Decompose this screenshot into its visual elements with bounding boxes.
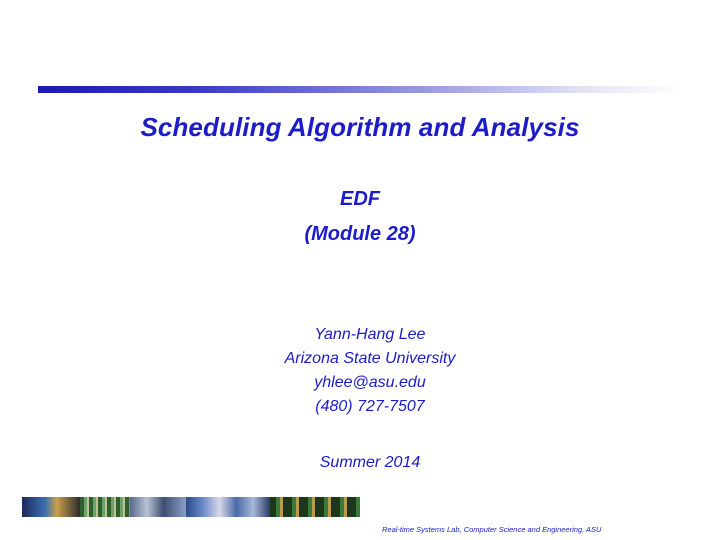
author-affiliation: Arizona State University [284,350,456,367]
footer-image-tile [186,497,270,517]
author-phone: (480) 727-7507 [315,398,425,415]
footer-image-tile [130,497,186,517]
slide-subtitle-topic: EDF [340,188,380,210]
footer-image-tile [270,497,360,517]
footer-image-tile [80,497,130,517]
footer-text: Real-time Systems Lab, Computer Science and Engineering, ASU [382,525,602,534]
footer-image-tile [22,497,80,517]
footer-image-strip [22,497,360,517]
author-email: yhlee@asu.edu [314,374,426,391]
presentation-date: Summer 2014 [319,454,421,471]
slide-subtitle-module: (Module 28) [304,223,416,245]
slide-title: Scheduling Algorithm and Analysis [140,112,580,142]
header-gradient-bar [38,86,684,93]
author-block [220,323,520,419]
author-name: Yann-Hang Lee [314,326,426,343]
